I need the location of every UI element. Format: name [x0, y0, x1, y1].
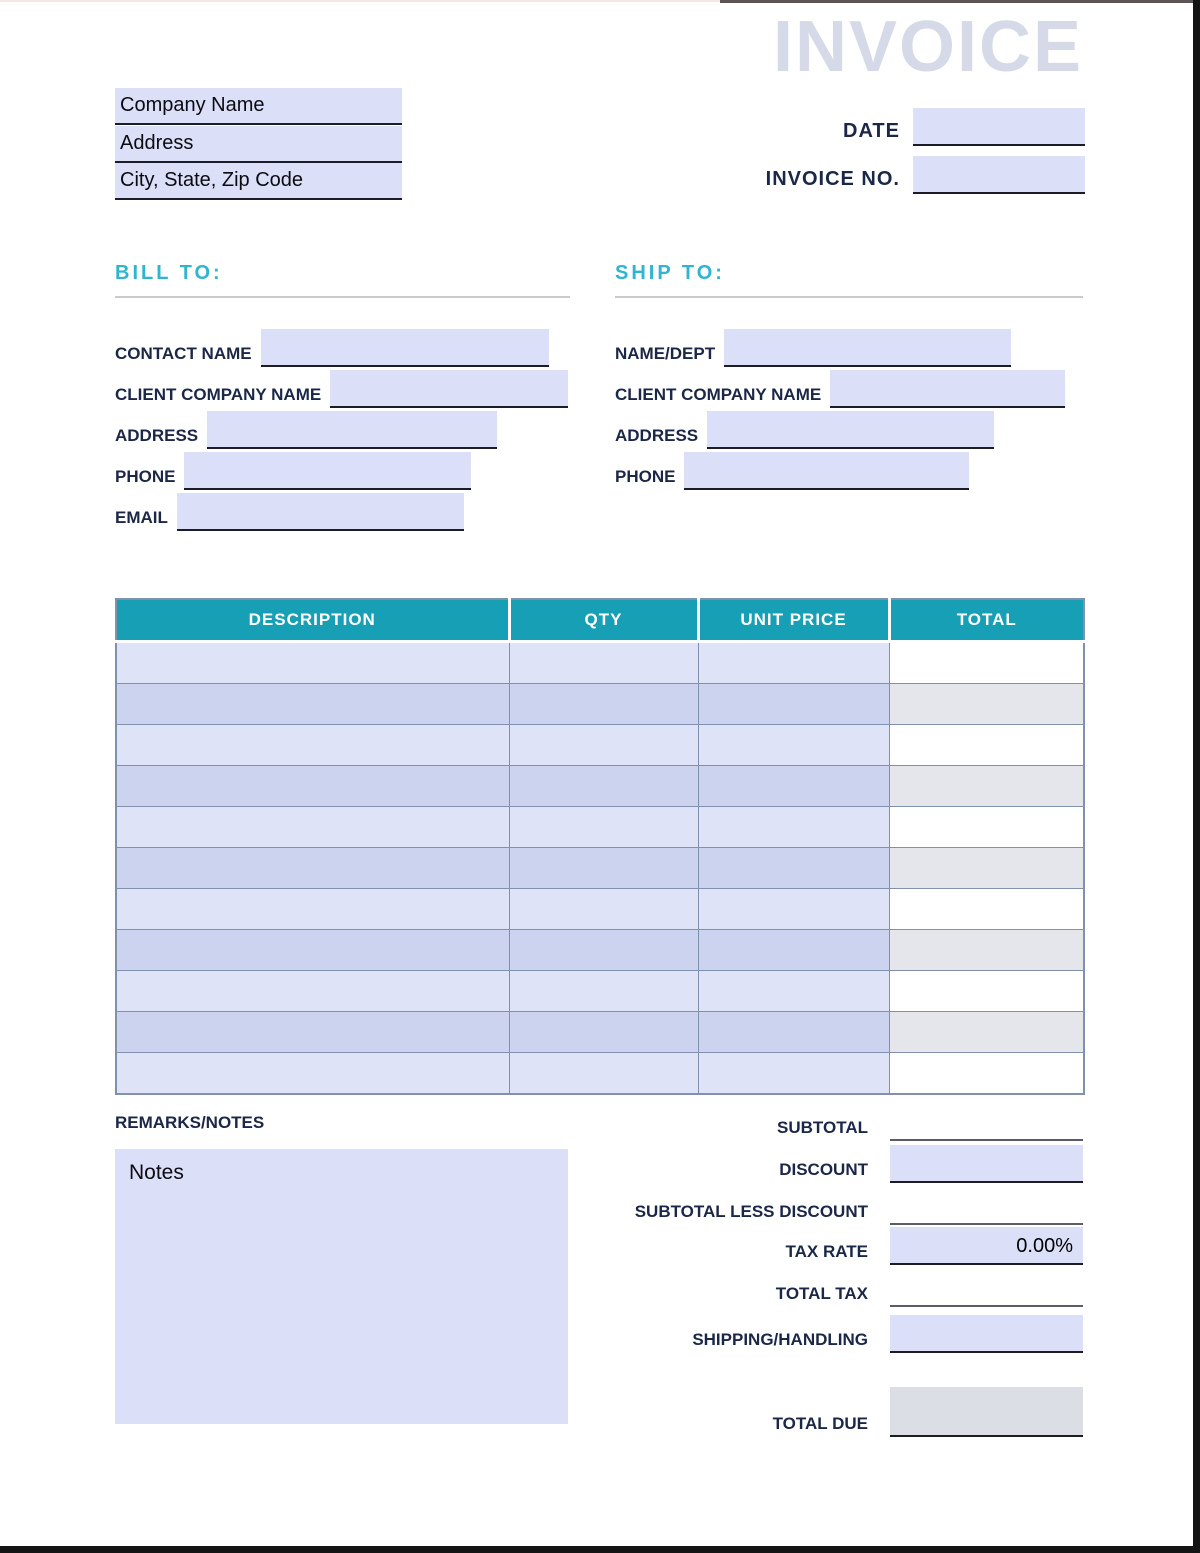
item-qty-cell[interactable] [509, 889, 698, 930]
item-description-cell[interactable] [116, 848, 509, 889]
item-qty-cell[interactable] [509, 848, 698, 889]
item-total-cell [889, 889, 1084, 930]
item-unit-price-cell[interactable] [698, 930, 889, 971]
bill-to-contact-name-row [115, 329, 570, 367]
item-qty-cell[interactable] [509, 684, 698, 725]
table-row [116, 725, 1084, 766]
subtotal-label: SUBTOTAL [777, 1118, 868, 1137]
shipping-handling-row [500, 1315, 1083, 1353]
bill-to-phone-label: PHONE [115, 467, 176, 486]
item-qty-cell[interactable] [509, 971, 698, 1012]
ship-to-address-label: ADDRESS [615, 426, 699, 445]
item-unit-price-cell[interactable] [698, 848, 889, 889]
column-header-unit-price: UNIT PRICE [698, 599, 889, 642]
invoice-no-field[interactable] [913, 156, 1085, 194]
item-description-cell[interactable] [116, 971, 509, 1012]
items-table [115, 598, 1085, 1095]
totals-section [500, 1100, 1083, 1445]
item-description-cell[interactable] [116, 1053, 509, 1095]
item-qty-cell[interactable] [509, 725, 698, 766]
item-total-cell [889, 1012, 1084, 1053]
total-tax-label: TOTAL TAX [775, 1284, 868, 1303]
item-total-cell [889, 642, 1084, 684]
remarks-notes-label: REMARKS/NOTES [115, 1113, 265, 1132]
item-unit-price-cell[interactable] [698, 642, 889, 684]
date-row [700, 108, 1085, 146]
item-description-cell[interactable] [116, 807, 509, 848]
subtotal-field [890, 1103, 1083, 1141]
ship-to-name-dept-row [615, 329, 1083, 367]
bill-to-email-field[interactable] [177, 493, 464, 531]
item-qty-cell[interactable] [509, 642, 698, 684]
bill-to-email-label: EMAIL [115, 508, 168, 527]
page-top-edge-shadow [720, 0, 1200, 3]
table-row [116, 889, 1084, 930]
table-row [116, 766, 1084, 807]
discount-field[interactable] [890, 1145, 1083, 1183]
page-title: INVOICE [772, 7, 1083, 87]
tax-rate-label: TAX RATE [785, 1242, 868, 1261]
subtotal-less-discount-field [890, 1187, 1083, 1225]
bill-to-rule [115, 296, 570, 298]
item-total-cell [889, 971, 1084, 1012]
bill-to-contact-name-label: CONTACT NAME [115, 344, 252, 363]
item-unit-price-cell[interactable] [698, 1012, 889, 1053]
tax-rate-field[interactable]: 0.00% [890, 1227, 1083, 1265]
ship-to-client-company-field[interactable] [830, 370, 1065, 408]
ship-to-address-field[interactable] [707, 411, 994, 449]
item-description-cell[interactable] [116, 766, 509, 807]
item-unit-price-cell[interactable] [698, 1053, 889, 1095]
column-header-description: DESCRIPTION [116, 599, 509, 642]
company-address-field[interactable]: Address [115, 126, 402, 163]
items-table-header-row [116, 599, 1084, 642]
item-qty-cell[interactable] [509, 930, 698, 971]
ship-to-section [615, 262, 1083, 493]
company-city-state-zip-field[interactable]: City, State, Zip Code [115, 163, 402, 200]
table-row [116, 1053, 1084, 1095]
ship-to-address-row [615, 411, 1083, 449]
notes-box[interactable]: Notes [115, 1149, 568, 1424]
item-description-cell[interactable] [116, 930, 509, 971]
item-qty-cell[interactable] [509, 1012, 698, 1053]
discount-label: DISCOUNT [779, 1160, 868, 1179]
date-field[interactable] [913, 108, 1085, 146]
item-unit-price-cell[interactable] [698, 766, 889, 807]
bill-to-client-company-row [115, 370, 570, 408]
ship-to-rule [615, 296, 1083, 298]
total-tax-row [500, 1269, 1083, 1307]
item-total-cell [889, 1053, 1084, 1095]
ship-to-client-company-label: CLIENT COMPANY NAME [615, 385, 822, 404]
table-row [116, 642, 1084, 684]
tax-rate-row [500, 1227, 1083, 1265]
invoice-no-label: INVOICE NO. [765, 168, 900, 190]
item-description-cell[interactable] [116, 889, 509, 930]
bill-to-heading: BILL TO: [115, 262, 223, 284]
item-qty-cell[interactable] [509, 766, 698, 807]
column-header-qty: QTY [509, 599, 698, 642]
item-total-cell [889, 766, 1084, 807]
bill-to-phone-row [115, 452, 570, 490]
item-total-cell [889, 684, 1084, 725]
table-row [116, 684, 1084, 725]
bill-to-phone-field[interactable] [184, 452, 471, 490]
item-total-cell [889, 848, 1084, 889]
ship-to-phone-label: PHONE [615, 467, 676, 486]
shipping-handling-field[interactable] [890, 1315, 1083, 1353]
page-bottom-edge [0, 1546, 1200, 1553]
table-row [116, 1012, 1084, 1053]
bill-to-contact-name-field[interactable] [261, 329, 549, 367]
bill-to-email-row [115, 493, 570, 531]
bill-to-address-field[interactable] [207, 411, 497, 449]
item-unit-price-cell[interactable] [698, 684, 889, 725]
table-row [116, 930, 1084, 971]
item-qty-cell[interactable] [509, 807, 698, 848]
ship-to-name-dept-field[interactable] [724, 329, 1011, 367]
ship-to-phone-row [615, 452, 1083, 490]
item-unit-price-cell[interactable] [698, 807, 889, 848]
subtotal-less-discount-row [500, 1187, 1083, 1225]
item-total-cell [889, 725, 1084, 766]
total-due-field [890, 1387, 1083, 1437]
table-row [116, 848, 1084, 889]
item-description-cell[interactable] [116, 725, 509, 766]
total-due-label: TOTAL DUE [772, 1414, 868, 1433]
ship-to-heading: SHIP TO: [615, 262, 725, 284]
ship-to-phone-field[interactable] [684, 452, 969, 490]
date-label: DATE [843, 120, 900, 142]
page-right-edge [1193, 0, 1200, 1553]
table-row [116, 971, 1084, 1012]
ship-to-client-company-row [615, 370, 1083, 408]
bill-to-client-company-label: CLIENT COMPANY NAME [115, 385, 322, 404]
bill-to-client-company-field[interactable] [330, 370, 568, 408]
bill-to-address-row [115, 411, 570, 449]
item-qty-cell[interactable] [509, 1053, 698, 1095]
item-unit-price-cell[interactable] [698, 971, 889, 1012]
company-block [115, 88, 402, 201]
total-due-row [500, 1387, 1083, 1437]
discount-row [500, 1145, 1083, 1183]
bill-to-address-label: ADDRESS [115, 426, 199, 445]
item-description-cell[interactable] [116, 1012, 509, 1053]
items-table-wrap [115, 598, 1085, 1095]
item-total-cell [889, 930, 1084, 971]
invoice-no-row [700, 156, 1085, 194]
total-tax-field [890, 1269, 1083, 1307]
item-description-cell[interactable] [116, 684, 509, 725]
column-header-total: TOTAL [889, 599, 1084, 642]
item-description-cell[interactable] [116, 642, 509, 684]
item-unit-price-cell[interactable] [698, 889, 889, 930]
ship-to-name-dept-label: NAME/DEPT [615, 344, 716, 363]
subtotal-less-discount-label: SUBTOTAL LESS DISCOUNT [634, 1202, 868, 1221]
subtotal-row [500, 1103, 1083, 1141]
item-total-cell [889, 807, 1084, 848]
shipping-handling-label: SHIPPING/HANDLING [692, 1330, 868, 1349]
bill-to-section [115, 262, 570, 534]
table-row [116, 807, 1084, 848]
company-name-field[interactable]: Company Name [115, 88, 402, 125]
item-unit-price-cell[interactable] [698, 725, 889, 766]
